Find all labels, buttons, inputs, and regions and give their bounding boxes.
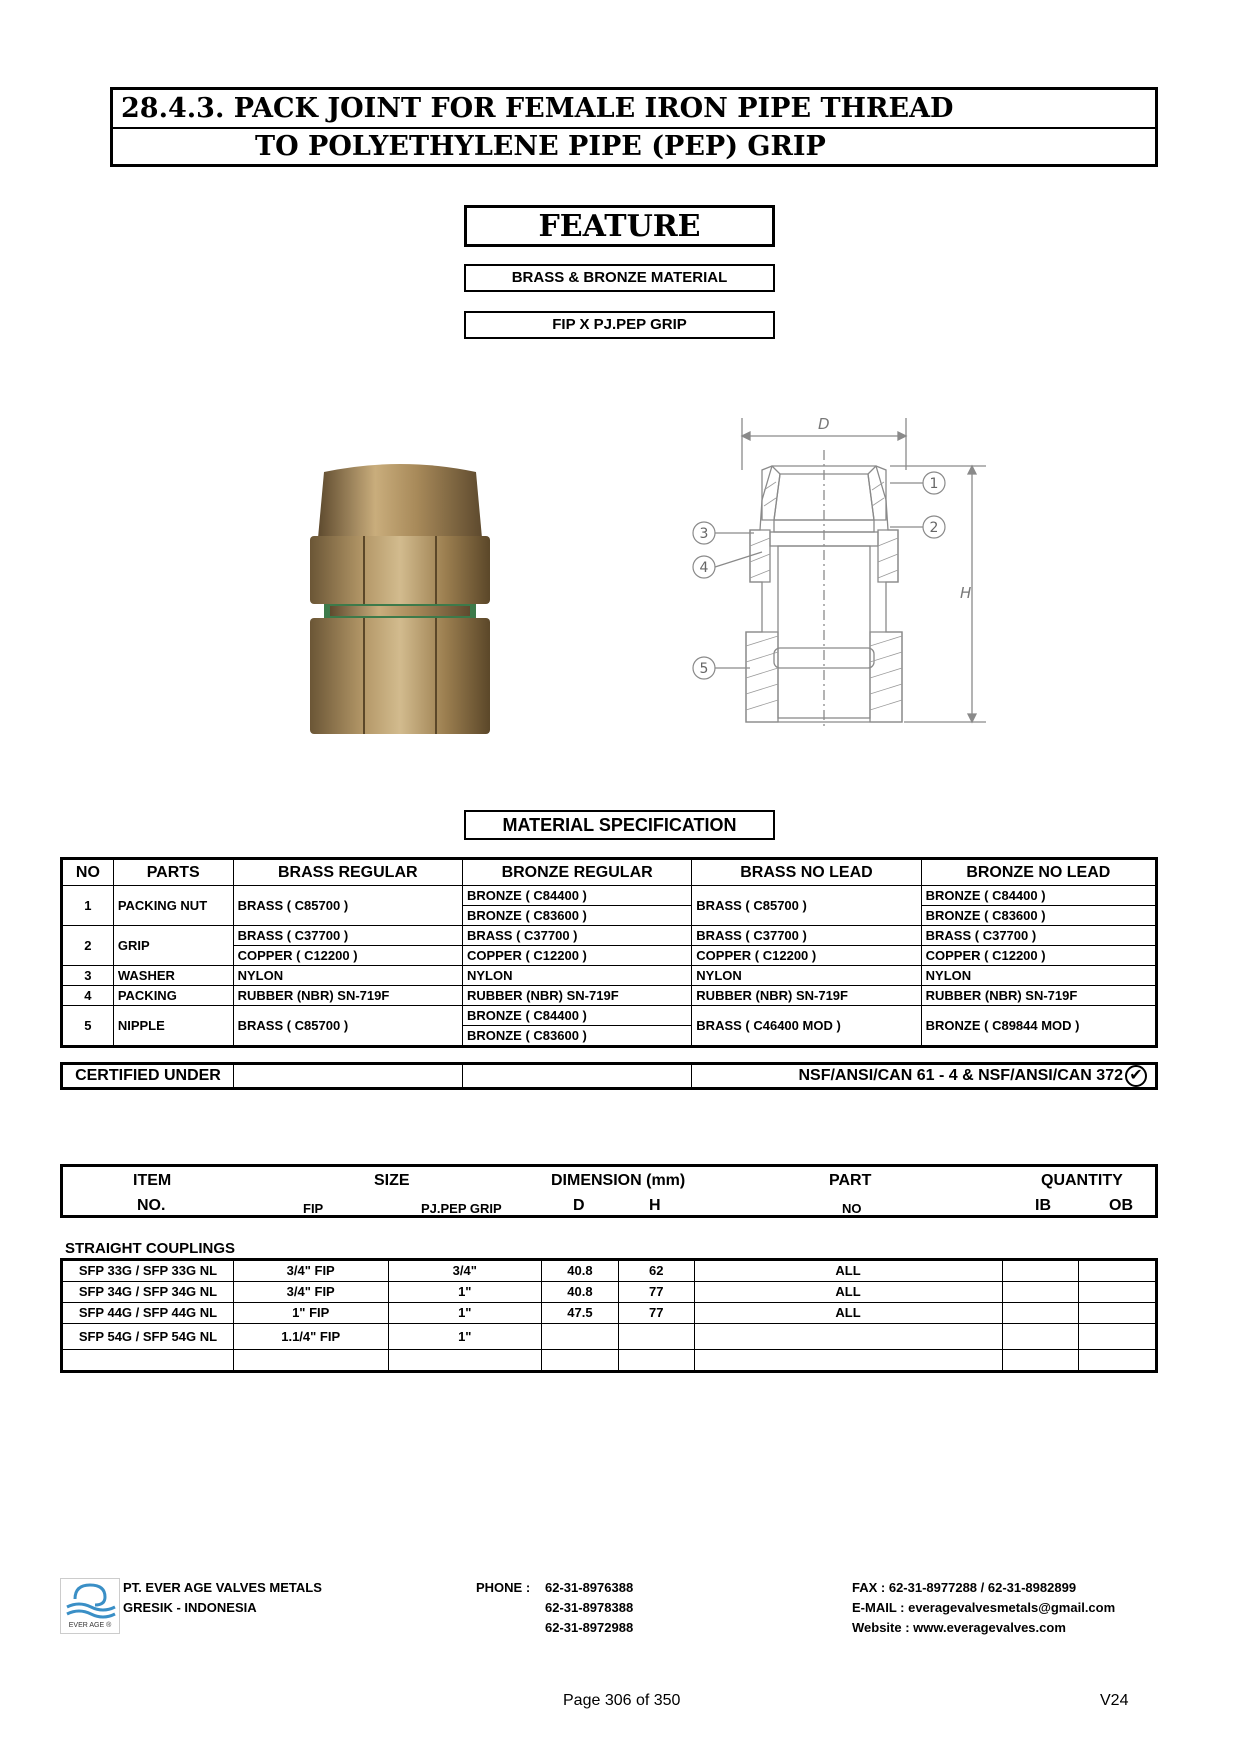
cell-ob: [1079, 1282, 1157, 1303]
cell-bronze-no-lead: BRONZE ( C84400 ): [921, 886, 1156, 906]
cell-fip: 1" FIP: [233, 1303, 388, 1324]
material-spec-heading: MATERIAL SPECIFICATION: [464, 810, 775, 840]
company-location: GRESIK - INDONESIA: [123, 1600, 257, 1615]
col-header-no: NO: [62, 859, 114, 886]
cell-brass-regular: BRASS ( C37700 ): [233, 926, 462, 946]
header-item: ITEM: [133, 1172, 172, 1189]
cell-h: 62: [618, 1260, 694, 1282]
cell-part: ALL: [694, 1303, 1002, 1324]
cell-h: 77: [618, 1282, 694, 1303]
cell-ib: [1002, 1324, 1079, 1350]
col-header-brass-regular: BRASS REGULAR: [233, 859, 462, 886]
cell-part: PACKING NUT: [113, 886, 233, 926]
company-logo: [60, 1578, 120, 1634]
version: V24: [1100, 1692, 1129, 1709]
table-row: [62, 1282, 1157, 1303]
feature-item-material: BRASS & BRONZE MATERIAL: [464, 264, 775, 292]
technical-drawing: [690, 410, 990, 730]
cell-brass-no-lead: COPPER ( C12200 ): [692, 946, 921, 966]
cell-ob: [1079, 1324, 1157, 1350]
title-line-2: TO POLYETHYLENE PIPE (PEP) GRIP: [255, 131, 826, 162]
table-row: [62, 886, 1157, 906]
cell-ib: [1002, 1303, 1079, 1324]
cell-brass-no-lead: BRASS ( C85700 ): [692, 886, 921, 926]
product-photo: [300, 460, 500, 740]
cell-part: PACKING: [113, 986, 233, 1006]
title-line-1: 28.4.3. PACK JOINT FOR FEMALE IRON PIPE THREAD: [113, 90, 1155, 129]
table-header-row: [62, 859, 1157, 886]
cell-empty: [1079, 1350, 1157, 1372]
table-row: [62, 986, 1157, 1006]
certified-value: NSF/ANSI/CAN 61 - 4 & NSF/ANSI/CAN 372: [798, 1067, 1123, 1085]
certified-value-cell: [691, 1064, 1156, 1089]
cell-empty: [62, 1350, 234, 1372]
item-header-box: [60, 1164, 1158, 1218]
header-dimension: DIMENSION (mm): [551, 1172, 686, 1189]
header-ob: OB: [1109, 1197, 1133, 1214]
cell-no: 1: [62, 886, 114, 926]
cell-fip: 3/4" FIP: [233, 1260, 388, 1282]
cell-brass-regular: COPPER ( C12200 ): [233, 946, 462, 966]
cell-part: NIPPLE: [113, 1006, 233, 1047]
dim-h-label: H: [960, 584, 972, 602]
cell-item: SFP 34G / SFP 34G NL: [62, 1282, 234, 1303]
cell-bronze-no-lead: COPPER ( C12200 ): [921, 946, 1156, 966]
cell-empty: [694, 1350, 1002, 1372]
cell-ib: [1002, 1282, 1079, 1303]
cell-empty: [1002, 1350, 1079, 1372]
cell-bronze-regular: COPPER ( C12200 ): [462, 946, 691, 966]
table-row-empty: [62, 1350, 1157, 1372]
header-part: PART: [829, 1172, 872, 1189]
callout-3: 3: [699, 526, 709, 542]
cell-part: WASHER: [113, 966, 233, 986]
col-header-brass-no-lead: BRASS NO LEAD: [692, 859, 921, 886]
cell-no: 5: [62, 1006, 114, 1047]
cell-part: ALL: [694, 1282, 1002, 1303]
page-number: Page 306 of 350: [563, 1692, 681, 1709]
couplings-table: [60, 1258, 1158, 1373]
feature-heading: FEATURE: [464, 205, 775, 247]
cell-pep: 1": [388, 1282, 542, 1303]
cell-empty: [542, 1350, 619, 1372]
cell-brass-no-lead: RUBBER (NBR) SN-719F: [692, 986, 921, 1006]
logo-wave-icon: [61, 1579, 119, 1619]
callout-5: 5: [699, 661, 709, 677]
certified-label: CERTIFIED UNDER: [62, 1064, 234, 1089]
cell-brass-regular: BRASS ( C85700 ): [233, 886, 462, 926]
cell-bronze-regular: RUBBER (NBR) SN-719F: [462, 986, 691, 1006]
header-part-no: NO: [842, 1201, 862, 1216]
cell-part: ALL: [694, 1260, 1002, 1282]
cell-no: 4: [62, 986, 114, 1006]
company-name: PT. EVER AGE VALVES METALS: [123, 1580, 322, 1595]
cell-bronze-regular: BRONZE ( C83600 ): [462, 906, 691, 926]
cell-ob: [1079, 1303, 1157, 1324]
header-no: NO.: [137, 1197, 166, 1214]
cell-fip: 3/4" FIP: [233, 1282, 388, 1303]
cell-item: SFP 54G / SFP 54G NL: [62, 1324, 234, 1350]
cell-empty: [618, 1350, 694, 1372]
callout-2: 2: [929, 520, 939, 536]
cell-item: SFP 33G / SFP 33G NL: [62, 1260, 234, 1282]
cell-bronze-no-lead: BRONZE ( C89844 MOD ): [921, 1006, 1156, 1047]
cell-h: [618, 1324, 694, 1350]
header-h: H: [649, 1197, 661, 1214]
table-row: [62, 1260, 1157, 1282]
cell-part: [694, 1324, 1002, 1350]
cell-bronze-regular: NYLON: [462, 966, 691, 986]
header-size: SIZE: [374, 1172, 410, 1189]
cell-brass-regular: RUBBER (NBR) SN-719F: [233, 986, 462, 1006]
certified-empty-cell: [462, 1064, 691, 1089]
cell-d: 40.8: [542, 1282, 619, 1303]
cell-bronze-no-lead: BRASS ( C37700 ): [921, 926, 1156, 946]
col-header-bronze-no-lead: BRONZE NO LEAD: [921, 859, 1156, 886]
header-pep-grip: PJ.PEP GRIP: [421, 1201, 502, 1216]
phone-1: 62-31-8976388: [545, 1580, 634, 1595]
cell-empty: [233, 1350, 388, 1372]
phone-label: PHONE :: [476, 1580, 531, 1595]
cell-pep: 1": [388, 1303, 542, 1324]
phone-2: 62-31-8978388: [545, 1600, 634, 1615]
cell-empty: [388, 1350, 542, 1372]
header-fip: FIP: [303, 1201, 324, 1216]
cell-bronze-regular: BRONZE ( C83600 ): [462, 1026, 691, 1047]
cell-brass-no-lead: BRASS ( C37700 ): [692, 926, 921, 946]
callout-4: 4: [699, 560, 709, 576]
header-quantity: QUANTITY: [1041, 1172, 1123, 1189]
fax: FAX : 62-31-8977288 / 62-31-8982899: [852, 1580, 1077, 1595]
cell-item: SFP 44G / SFP 44G NL: [62, 1303, 234, 1324]
cell-bronze-regular: BRONZE ( C84400 ): [462, 1006, 691, 1026]
feature-item-connection: FIP X PJ.PEP GRIP: [464, 311, 775, 339]
check-icon: ✔: [1125, 1065, 1147, 1087]
phone-3: 62-31-8972988: [545, 1620, 634, 1635]
cell-d: [542, 1324, 619, 1350]
material-spec-table: [60, 857, 1158, 1048]
cell-pep: 3/4": [388, 1260, 542, 1282]
logo-text: EVER AGE ®: [68, 1622, 112, 1629]
table-row: [62, 926, 1157, 946]
cell-bronze-regular: BRASS ( C37700 ): [462, 926, 691, 946]
cell-d: 40.8: [542, 1260, 619, 1282]
cell-part: GRIP: [113, 926, 233, 966]
cell-bronze-no-lead: BRONZE ( C83600 ): [921, 906, 1156, 926]
title-box: [110, 87, 1158, 167]
certified-table: [60, 1062, 1158, 1090]
cell-brass-no-lead: NYLON: [692, 966, 921, 986]
col-header-parts: PARTS: [113, 859, 233, 886]
cell-brass-regular: NYLON: [233, 966, 462, 986]
cell-h: 77: [618, 1303, 694, 1324]
callout-1: 1: [929, 476, 939, 492]
cell-d: 47.5: [542, 1303, 619, 1324]
cell-ob: [1079, 1260, 1157, 1282]
table-row: [62, 1324, 1157, 1350]
cell-fip: 1.1/4" FIP: [233, 1324, 388, 1350]
cell-bronze-regular: BRONZE ( C84400 ): [462, 886, 691, 906]
col-header-bronze-regular: BRONZE REGULAR: [462, 859, 691, 886]
cell-brass-no-lead: BRASS ( C46400 MOD ): [692, 1006, 921, 1047]
website: Website : www.everagevalves.com: [852, 1620, 1066, 1635]
cell-brass-regular: BRASS ( C85700 ): [233, 1006, 462, 1047]
cell-ib: [1002, 1260, 1079, 1282]
cell-no: 2: [62, 926, 114, 966]
cell-pep: 1": [388, 1324, 542, 1350]
cell-bronze-no-lead: RUBBER (NBR) SN-719F: [921, 986, 1156, 1006]
section-straight-couplings: STRAIGHT COUPLINGS: [65, 1240, 236, 1257]
table-row: [62, 966, 1157, 986]
table-row: [62, 1006, 1157, 1026]
dim-d-label: D: [818, 415, 830, 433]
email: E-MAIL : everagevalvesmetals@gmail.com: [852, 1600, 1116, 1615]
header-ib: IB: [1035, 1197, 1051, 1214]
header-d: D: [573, 1197, 585, 1214]
table-row: [62, 1303, 1157, 1324]
cell-bronze-no-lead: NYLON: [921, 966, 1156, 986]
cell-no: 3: [62, 966, 114, 986]
certified-empty-cell: [233, 1064, 462, 1089]
